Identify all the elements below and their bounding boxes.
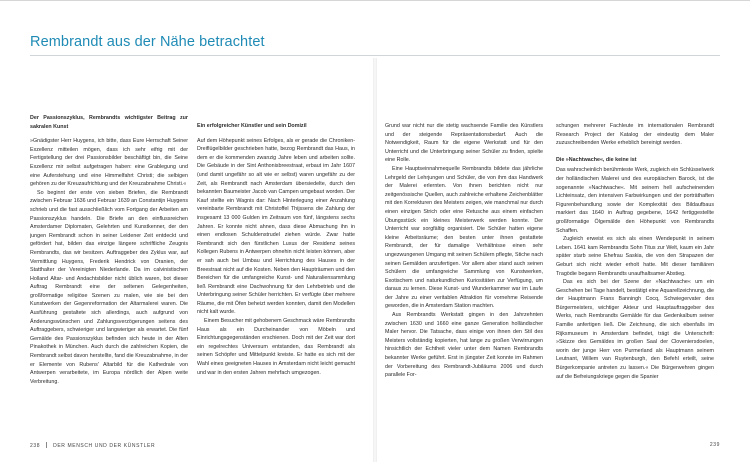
text-column-3 xyxy=(385,122,543,442)
paragraph: Aus Rembrandts Werkstatt gingen in den Jahrzehnten zwischen 1630 und 1660 eine ganze Generation holländischer Maler hervor. Die Tatsache, dass einige von ihnen den Stil des Meisters vollständig kopierten, hat lange zu großen Verwirrungen hinsichtlich der Echtheit vieler unter dem Namen Rembrandts bekannter Werke geführt. Erst in jüngster Zeit konnte im Rahmen der Vorbereitung des Rembrandt-Jubiläums 2006 und durch parallele For- xyxy=(385,312,543,379)
text-column-2 xyxy=(197,122,355,442)
page-title: Rembrandt aus der Nähe betrachtet xyxy=(30,34,265,50)
paragraph: So beginnt der erste von sieben Briefen, die Rembrandt zwischen Februar 1636 und Februar 1639 an Constantijn Huygens schrieb und die fast ausschließlich vom Fortgang der Arbeiten am Passionszyklus handeln. Die Briefe an den einflussreichen Amsterdamer Diplomaten, Gelehrten und Kunstkenner, der den jungen Rembrandt schon in seiner Leidener Zeit entdeckt und gefördert hat, bilden das einzige längere schriftliche Zeugnis Rembrandts, das wir besitzen. Auftraggeber des Zyklus war, auf Vermittlung Huygens, Frederik Hendrick von Oranien, der Statthalter der Vereinigten Niederlande. Da im calvinistischen Holland Altar- und Andachtsbilder nicht üblich waren, bot dieser Auftrag Rembrandt eine der seltenen Gelegenheiten, großformatige religiöse Szenen zu malen, wie sie bei den Kunstwerken der Gegenreformation der Altarmalerei waren. Die Ausführung gestaltete sich allerdings, auch aufgrund von Änderungswünschen und Zahlungsverzögerungen seitens des Auftraggebers, schwieriger und langwieriger als erwartet. Die fünf Gemälde des Passionszyklus befinden sich heute in der Alten Pinakothek in München. Auch durch die zahlreichen Kopien, die Rembrandt selbst davon herstellte, fand die Kreuzabnahme, in der er Elemente von Rubens' Altarbild für die Kathedrale von Antwerpen verarbeitete, im Europa nördlich der Alpen weite Verbreitung. xyxy=(30,189,188,385)
paragraph: Das wahrscheinlich berühmteste Werk, zugleich ein Schlüsselwerk der holländischen Malerei und des europäischen Barock, ist die sogenannte »Nachtwache«. Mit seinem hell aufscheinenden Lichteinsatz, den intensiven Farbwirkungen und der porträthaften Figurenbehandlung sowie der Komplexität des Bildaufbaus markiert das 1640 in Auftrag gegebene, 1642 fertiggestellte großformatige Ölgemälde den Höhepunkt von Rembrandts Schaffen. xyxy=(556,167,714,234)
page-number-right: 239 xyxy=(709,442,720,448)
paragraph: »Gnädigster Herr Huygens, ich bitte, dass Eure Herrschaft Seiner Exzellenz mitteilen mögen, dass ich sehr eifrig mit der Fertigstellung der drei Passionsbilder beschäftigt bin, die Seine Exzellenz mir selbst aufgetragen haben: eine Grablegung und eine Auferstehung und eine Himmelfahrt Christi; die selbigen gehören zu der Kreuzaufrichtung und der Kreuzabnahme Christi.« xyxy=(30,138,188,188)
paragraph: schungen mehrerer Fachleute im internationalen Rembrandt Research Project der Katalog der eindeutig dem Maler zuzuschreibenden Werke erheblich bereinigt werden. xyxy=(556,123,714,147)
paragraph: Grund war nicht nur die stetig wachsende Familie des Künstlers und der steigende Repräsentationsbedarf. Auch die Notwendigkeit, Raum für die eigene Werkstatt und für den Unterricht und die Unterbringung seiner Schüler zu finden, spielte eine Rolle. xyxy=(385,123,543,164)
footer-right xyxy=(710,442,720,448)
section-heading: Die »Nachtwache«, die keine ist xyxy=(556,156,637,163)
text-column-4 xyxy=(556,122,714,442)
text-column-1 xyxy=(30,114,188,434)
paragraph: Zugleich erweist es sich als einen Wendepunkt in seinem Leben. 1641 kam Rembrandts Sohn Titus zur Welt, kaum ein Jahr später starb seine Ehefrau Saskia, die von den Strapazen der Geburt sich nicht wieder erholt hatte. Mit dieser familiären Tragödie begann Rembrandts unaufhaltsamer Abstieg. xyxy=(556,236,714,277)
running-title: DER MENSCH UND DER KÜNSTLER xyxy=(53,443,156,449)
paragraph: Eine Hauptseinnahmequelle Rembrandts bildete das jährliche Lehrgeld der Lehrjungen und Schüler, die von ihm das Handwerk der Malerei erlernten. Von ihnen berichten nicht nur zeitgenössische Quellen, auch zahlreiche erhaltene Zeichenblätter mit den Korrekturen des Meisters zeigen, wie manchmal nur durch einen einzigen Strich oder eine Retusche aus einem einfachen Übungsstück ein kleines Meisterwerk werden konnte. Der Unterricht war sorgfältig organisiert. Die Schüler hatten eigene kleine Arbeitsräume; den besten unter ihnen gestattete Rembrandt, der für damalige Verhältnisse einen sehr ungezwungenen Umgang mit seinen Schülern pflegte, Stiche nach seinen Gemälden anzufertigen. Vor allem aber stand auch seinen Schülern die umfangreiche Sammlung von Kunstwerken, Exotischem und naturkundlichen Kuriositäten zur Verfügung, um daraus zu lernen. Diese Kunst- und Wunderkammer war im Laufe der Jahre zu einer veritablen Attraktion für vornehme Reisende geworden, die in Amsterdam Station machten. xyxy=(385,165,543,310)
book-gutter xyxy=(373,58,377,462)
footer-separator xyxy=(46,442,47,448)
footer-left xyxy=(30,442,155,449)
title-rule xyxy=(30,55,720,56)
paragraph: Das es sich bei der Szene der »Nachtwache« um ein Geschehen bei Tage handelt, bestätigt eine Aquarellzeichnung, die der Hauptmann Frans Banningh Cocq, Schwiegervater des Bürgermeisters, wichtiger Akteur und Hauptauftraggeber des Werks, nach Rembrandts Gemälde für das Gedenkalbum seiner Familie anfertigen ließ. Die Zeichnung, die sich ebenfalls im Rijksmuseum in Amsterdam befindet, trägt die Unterschrift: »Skizze des Gemäldes im großen Saal der Cloveniersdoelen, worin der junge Herr von Purmerland als Hauptmann seinem Leutnant, Willem van Ruytenburgh, den Befehl erteilt, seine Bürgerkompanie antreten zu lassen.« Die Bürgerwehren gingen auf die Befreiungskriege gegen die Spanier xyxy=(556,279,714,380)
top-rule xyxy=(0,0,750,1)
paragraph: Auf dem Höhepunkt seines Erfolges, als er gerade die Chroniken-Dreiflügelbilder geschrieben hatte, bezog Rembrandt das Haus, in dem er die kommenden zwanzig Jahre leben und arbeiten sollte. Die Gebäude in der Sint Anthonisbreestraat, erbaut im Jahr 1607 (und damit ungefähr so alt wie er selbst) waren ungefähr zu der Zeit, als Rembrandt nach Amsterdam übersiedelte, durch den bekannten Baumeister Jacob van Campen umgebaut worden. Der Kauf stellte ein Wagnis dar: Nach Hinterlegung einer Anzahlung vereinbarte Rembrandt mit Christoffel Thijssens die Zahlung der insgesamt 13 000 Gulden im Zeitraum von fünf, längstens sechs Jahren. Er konnte nicht ahnen, dass diese Abmachung ihn in einen endlosen Schuldenstrudel ziehen würde. Zwar hatte Rembrandt sich den fürstlichen Luxus der Residenz seines Kollegen Rubens in Antwerpen ohnehin nicht leisten können, aber er sah auch bei Umbau und Herrichtung des Hauses in der Breestraat nicht auf die Kosten. Neben den Haupträumen und den Bereichen für die umfangreiche Kunst- und Naturaliensammlung ließ Rembrandt eine Dachwohnung für den Lehrbetrieb und die Unterbringung seiner Schüler herrichten. Er verfügte über mehrere Räume, die mit Öfen beheizt werden konnten, damit den Modellen nicht kalt wurde. xyxy=(197,137,355,316)
paragraph: Einem Besucher mit gehobenem Geschmack wäre Rembrandts Haus als ein Durcheinander von Möbeln und Einrichtungsgegenständen erschienen. Doch mit der Zeit war dort ein regelrechtes Universum entstanden, das Rembrandt als seinen Schöpfer und Mittelpunkt kreiste. Er hatte es sich mit der Wahl eines geeigneten Hauses in Amsterdam nicht leicht gemacht und war in den ersten Jahren mehrfach umgezogen. xyxy=(197,318,355,376)
section-heading: Ein erfolgreicher Künstler und sein Domizil xyxy=(197,123,307,129)
section-heading: Der Passionszyklus, Rembrandts wichtigster Beitrag zur sakralen Kunst xyxy=(30,115,188,130)
page-number-left: 238 xyxy=(30,443,41,449)
